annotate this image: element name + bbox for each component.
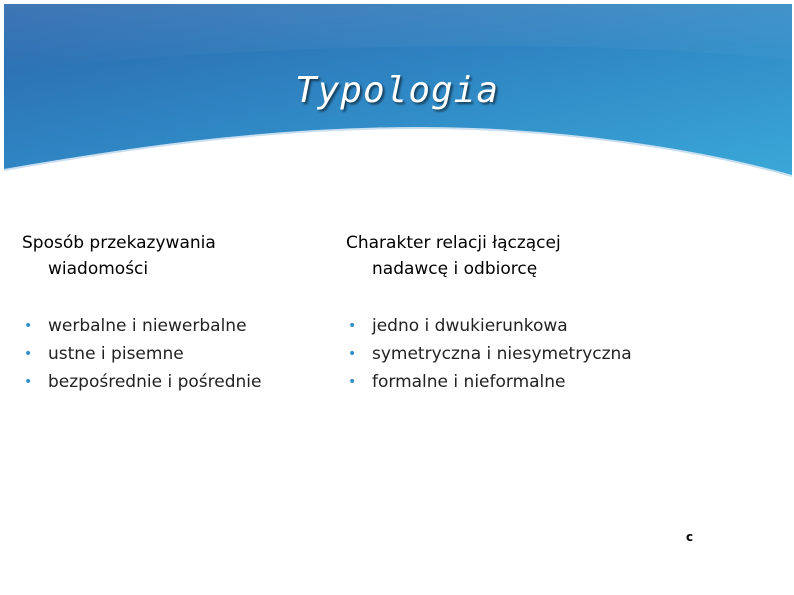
column-heading: Sposób przekazywania wiadomości [22,233,216,279]
list-item [346,312,656,340]
bullet-icon: • [348,346,357,362]
list-item-text: ustne i pisemne [48,344,184,364]
list-item [22,368,332,396]
column-heading: Charakter relacji łączącej nadawcę i odbiorcę [346,233,561,279]
bullet-icon: • [348,374,357,390]
list-item [346,340,656,368]
list-item [22,312,332,340]
list-item-text: werbalne i niewerbalne [48,316,247,336]
bullet-list [22,312,332,396]
footer-mark: c [686,530,694,544]
list-item-text: bezpośrednie i pośrednie [48,372,262,392]
bullet-icon: • [348,318,357,334]
list-item-text: symetryczna i niesymetryczna [372,344,632,364]
bullet-icon: • [24,374,33,390]
list-item-text: jedno i dwukierunkowa [372,316,568,336]
slide-title: Typologia [294,70,500,111]
column-message-transfer [22,230,332,396]
list-item [22,340,332,368]
bullet-list [346,312,656,396]
list-item [346,368,656,396]
list-item-text: formalne i nieformalne [372,372,566,392]
column-relation-type [346,230,656,396]
bullet-icon: • [24,318,33,334]
bullet-icon: • [24,346,33,362]
